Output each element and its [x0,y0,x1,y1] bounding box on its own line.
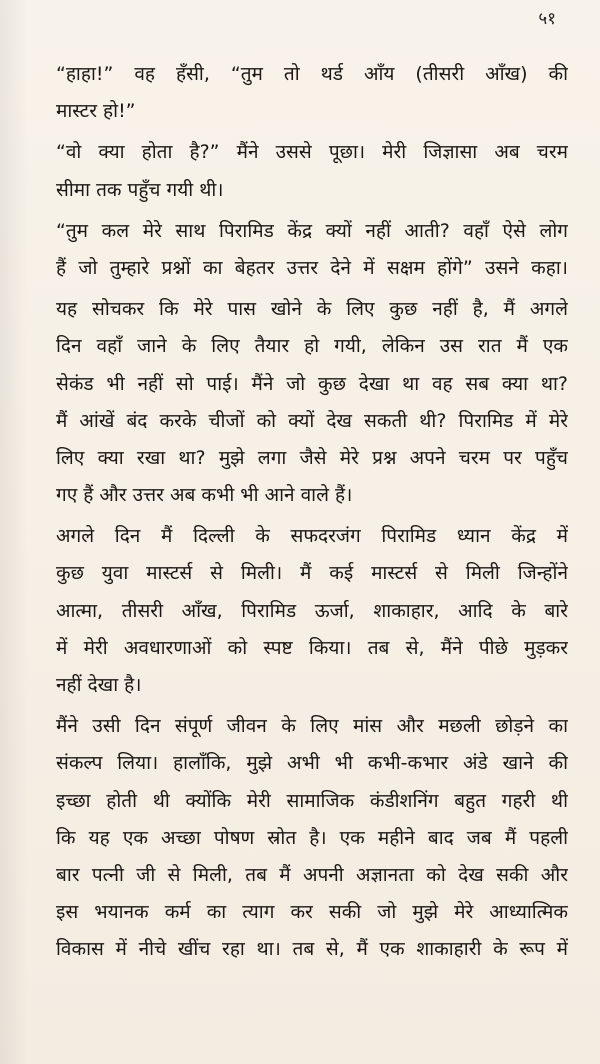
paragraph-2 [56,134,568,208]
text-line: “हाहा!” वह हँसी, “तुम तो थर्ड आँय (तीसरी आँख) की [56,63,568,85]
text-line: में मेरी अवधारणाओं को स्पष्ट किया। तब से, मैंने पीछे मुड़कर [56,636,568,659]
paragraph-6 [56,708,568,968]
text-line: बार पत्नी जी से मिली, तब मैं अपनी अज्ञानता को देख सकी और [56,863,568,886]
text-line: इच्छा होती थी क्योंकि मेरी सामाजिक कंडीशनिंग बहुत गहरी थी [56,789,568,812]
text-line: संकल्प लिया। हालाँकि, मुझे अभी भी कभी-कभार अंडे खाने की [56,752,568,775]
text-line: आत्मा, तीसरी आँख, पिरामिड ऊर्जा, शाकाहार, आदि के बारे [56,599,568,622]
body-text [56,56,568,973]
text-line: सेकंड भी नहीं सो पाई। मैंने जो कुछ देखा था वह सब क्या था? [56,372,568,395]
text-line: इस भयानक कर्म का त्याग कर सकी जो मुझे मेरे आध्यात्मिक [56,901,568,924]
text-line: मैंने उसी दिन संपूर्ण जीवन के लिए मांस और मछली छोड़ने का [56,715,568,738]
text-line: विकास में नीचे खींच रहा था। तब से, मैं एक शाकाहारी के रूप में [56,938,568,961]
text-line: दिन वहाँ जाने के लिए तैयार हो गयी, लेकिन उस रात मैं एक [56,335,568,358]
text-line: यह सोचकर कि मेरे पास खोने के लिए कुछ नहीं है, मैं अगले [56,298,568,321]
text-line: “तुम कल मेरे साथ पिरामिड केंद्र क्यों नहीं आती? वहाँ ऐसे लोग [56,219,568,242]
text-line: लिए क्या रखा था? मुझे लगा जैसे मेरे प्रश्न अपने चरम पर पहुँच [56,446,568,469]
paragraph-5 [56,518,568,704]
text-line: अगले दिन मैं दिल्ली के सफदरजंग पिरामिड ध्यान केंद्र में [56,525,568,548]
page-number: ५१ [538,9,556,29]
text-line: हैं जो तुम्हारे प्रश्नों का बेहतर उत्तर देने में सक्षम होंगे” उसने कहा। [56,256,568,279]
text-line: मास्टर हो!” [56,100,136,123]
text-line: गए हैं और उत्तर अब कभी भी आने वाले हैं। [56,484,353,507]
text-line: “वो क्या होता है?” मैंने उससे पूछा। मेरी जिज्ञासा अब चरम [56,141,568,164]
text-line: सीमा तक पहुँच गयी थी। [56,178,224,201]
paragraph-1 [56,56,568,130]
paragraph-4 [56,291,568,514]
text-line: कुछ युवा मास्टर्स से मिली। मैं कई मास्टर्स से मिली जिन्होंने [56,562,568,585]
text-line: नहीं देखा है। [56,674,142,696]
text-line: कि यह एक अच्छा पोषण स्रोत है। एक महीने बाद जब मैं पहली [56,826,568,849]
paragraph-3 [56,213,568,287]
text-line: मैं आंखें बंद करके चीजों को क्यों देख सकती थी? पिरामिड में मेरे [56,409,568,432]
